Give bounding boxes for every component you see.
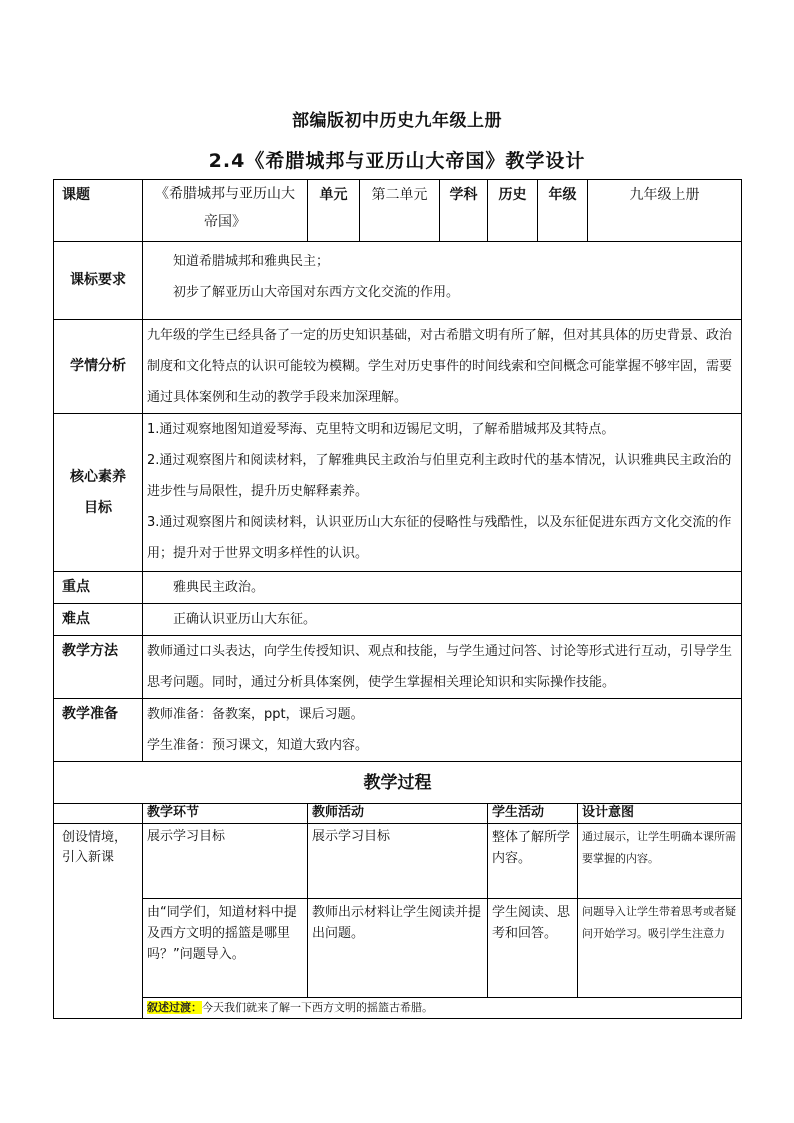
preparation-teacher: 教师准备：备教案，ppt，课后习题。 xyxy=(147,707,364,722)
process-row-2-student: 学生阅读、思考和回答。 xyxy=(488,899,578,998)
unit-label: 单元 xyxy=(308,180,360,242)
curriculum-line-2: 初步了解亚历山大帝国对东西方文化交流的作用。 xyxy=(173,285,460,300)
grade-value: 九年级上册 xyxy=(588,180,742,242)
literacy-label-line-2: 目标 xyxy=(84,499,112,516)
topic-label: 课题 xyxy=(54,180,143,242)
key-point-label: 重点 xyxy=(54,572,143,604)
document-title: 部编版初中历史九年级上册 xyxy=(292,111,502,131)
column-header-teacher: 教师活动 xyxy=(308,804,488,824)
process-row-2-step: 由“同学们，知道材料中提及西方文明的摇篮是哪里吗？”问题导入。 xyxy=(143,899,308,998)
lesson-plan-table xyxy=(53,179,742,1019)
process-row-2-intent: 问题导入让学生带着思考或者疑问开始学习。吸引学生注意力 xyxy=(578,899,742,998)
method-label: 教学方法 xyxy=(54,636,143,699)
subject-value: 历史 xyxy=(488,180,538,242)
key-point-text: 雅典民主政治。 xyxy=(143,572,742,604)
document-subtitle: 2.4《希腊城邦与亚历山大帝国》教学设计 xyxy=(208,150,586,172)
transition-text: 今天我们就来了解一下西方文明的摇篮古希腊。 xyxy=(202,1001,433,1014)
process-row-1-student: 整体了解所学内容。 xyxy=(488,824,578,899)
curriculum-line-1: 知道希腊城邦和雅典民主； xyxy=(173,254,330,269)
transition-row xyxy=(143,998,742,1019)
literacy-label-line-1: 核心素养 xyxy=(70,468,126,485)
column-header-step: 教学环节 xyxy=(143,804,308,824)
column-header-student: 学生活动 xyxy=(488,804,578,824)
literacy-item-2: 2.通过观察图片和阅读材料，了解雅典民主政治与伯里克利主政时代的基本情况，认识雅典民主政治的进步性与局限性，提升历史解释素养。 xyxy=(147,453,732,499)
method-text: 教师通过口头表达，向学生传授知识、观点和技能，与学生通过问答、讨论等形式进行互动，引导学生思考问题。同时，通过分析具体案例，使学生掌握相关理论知识和实际操作技能。 xyxy=(143,636,742,699)
literacy-item-3: 3.通过观察图片和阅读材料，认识亚历山大东征的侵略性与残酷性，以及东征促进东西方文化交流的作用；提升对于世界文明多样性的认识。 xyxy=(147,515,732,561)
process-row-1-step: 展示学习目标 xyxy=(143,824,308,899)
subject-label: 学科 xyxy=(440,180,488,242)
difficulty-text: 正确认识亚历山大东征。 xyxy=(143,604,742,636)
preparation-student: 学生准备：预习课文，知道大致内容。 xyxy=(147,738,369,753)
learner-label: 学情分析 xyxy=(54,320,143,414)
process-row-1-intent: 通过展示，让学生明确本课所需要掌握的内容。 xyxy=(578,824,742,899)
unit-value: 第二单元 xyxy=(360,180,440,242)
difficulty-label: 难点 xyxy=(54,604,143,636)
literacy-label xyxy=(54,414,143,572)
column-header-intent: 设计意图 xyxy=(578,804,742,824)
preparation-label: 教学准备 xyxy=(54,699,143,762)
process-row-2-teacher: 教师出示材料让学生阅读并提出问题。 xyxy=(308,899,488,998)
learner-analysis-text: 九年级的学生已经具备了一定的历史知识基础，对古希腊文明有所了解，但对其具体的历史背景、政治制度和文化特点的认识可能较为模糊。学生对历史事件的时间线索和空间概念可能掌握不够牢固，需要通过具体案例和生动的教学手段来加深理解。 xyxy=(143,320,742,414)
grade-label: 年级 xyxy=(538,180,588,242)
literacy-item-1: 1.通过观察地图知道爱琴海、克里特文明和迈锡尼文明，了解希腊城邦及其特点。 xyxy=(147,422,615,437)
topic-value: 《希腊城邦与亚历山大帝国》 xyxy=(143,180,308,242)
process-title: 教学过程 xyxy=(54,762,742,804)
process-row-1-teacher: 展示学习目标 xyxy=(308,824,488,899)
curriculum-label: 课标要求 xyxy=(54,242,143,320)
stage-label: 创设情境，引入新课 xyxy=(54,824,143,1019)
transition-label: 叙述过渡： xyxy=(147,1001,202,1014)
